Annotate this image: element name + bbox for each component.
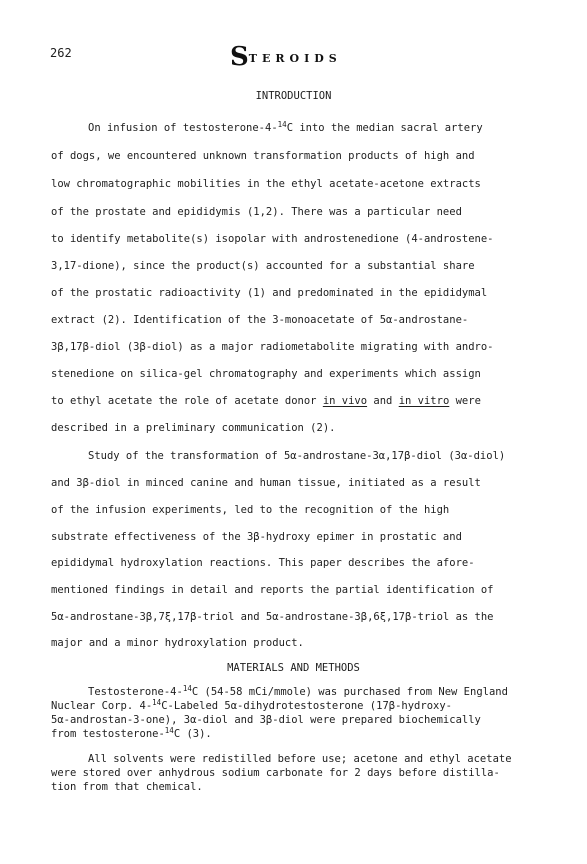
text-line: of the prostate and epididymis (1,2). There was a particular need: [51, 206, 462, 218]
text-line: epididymal hydroxylation reactions. This paper describes the afore-: [51, 557, 475, 569]
text-line: On infusion of testosterone-4-$^{14}$C into the median sacral artery: [88, 120, 483, 134]
text-line: were stored over anhydrous sodium carbonate for 2 days before distilla-: [51, 767, 500, 779]
text-line: of the infusion experiments, led to the recognition of the high: [51, 504, 450, 516]
page-number: 262: [50, 46, 72, 60]
text-line: 5α-androstane-3β,7ξ,17β-triol and 5α-androstane-3β,6ξ,17β-triol as the: [51, 611, 494, 623]
text-line: and 3β-diol in minced canine and human tissue, initiated as a result: [51, 477, 481, 489]
journal-logo-initial: S: [230, 42, 249, 72]
text-line: 5α-androstan-3-one), 3α-diol and 3β-diol were prepared biochemically: [51, 714, 481, 726]
text-line: Study of the transformation of 5α-androstane-3α,17β-diol (3α-diol): [88, 450, 506, 462]
text-line: of the prostatic radioactivity (1) and predominated in the epididymal: [51, 287, 488, 299]
text-line: from testosterone-$^{14}$C (3).: [51, 726, 212, 740]
text-line: substrate effectiveness of the 3β-hydroxy epimer in prostatic and: [51, 531, 462, 543]
text-line: 3β,17β-diol (3β-diol) as a major radiometabolite migrating with andro-: [51, 341, 494, 353]
text-line: low chromatographic mobilities in the ethyl acetate-acetone extracts: [51, 178, 481, 190]
journal-logo-rest: TEROIDS: [248, 52, 342, 65]
text-line: of dogs, we encountered unknown transformation products of high and: [51, 150, 475, 162]
journal-logo: [230, 42, 342, 72]
text-line: tion from that chemical.: [51, 781, 203, 793]
text-line: Testosterone-4-$^{14}$C (54-58 mCi/mmole) was purchased from New England: [88, 684, 508, 698]
text-line: All solvents were redistilled before use; acetone and ethyl acetate: [88, 753, 512, 765]
text-line: stenedione on silica-gel chromatography and experiments which assign: [51, 368, 481, 380]
text-line: major and a minor hydroxylation product.: [51, 637, 304, 649]
section-heading-materials-methods: MATERIALS AND METHODS: [227, 662, 360, 674]
text-line: extract (2). Identification of the 3-monoacetate of 5α-androstane-: [51, 314, 469, 326]
text-line: to identify metabolite(s) isopolar with androstenedione (4-androstene-: [51, 233, 494, 245]
text-line: Nuclear Corp. 4-$^{14}$C-Labeled 5α-dihydrotestosterone (17β-hydroxy-: [51, 698, 452, 712]
section-heading-introduction: INTRODUCTION: [255, 90, 332, 102]
text-line: described in a preliminary communication (2).: [51, 422, 336, 434]
text-line: mentioned findings in detail and reports the partial identification of: [51, 584, 494, 596]
text-line: to ethyl acetate the role of acetate donor in vivo and in vitro were: [51, 395, 481, 407]
text-line: 3,17-dione), since the product(s) accounted for a substantial share: [51, 260, 475, 272]
